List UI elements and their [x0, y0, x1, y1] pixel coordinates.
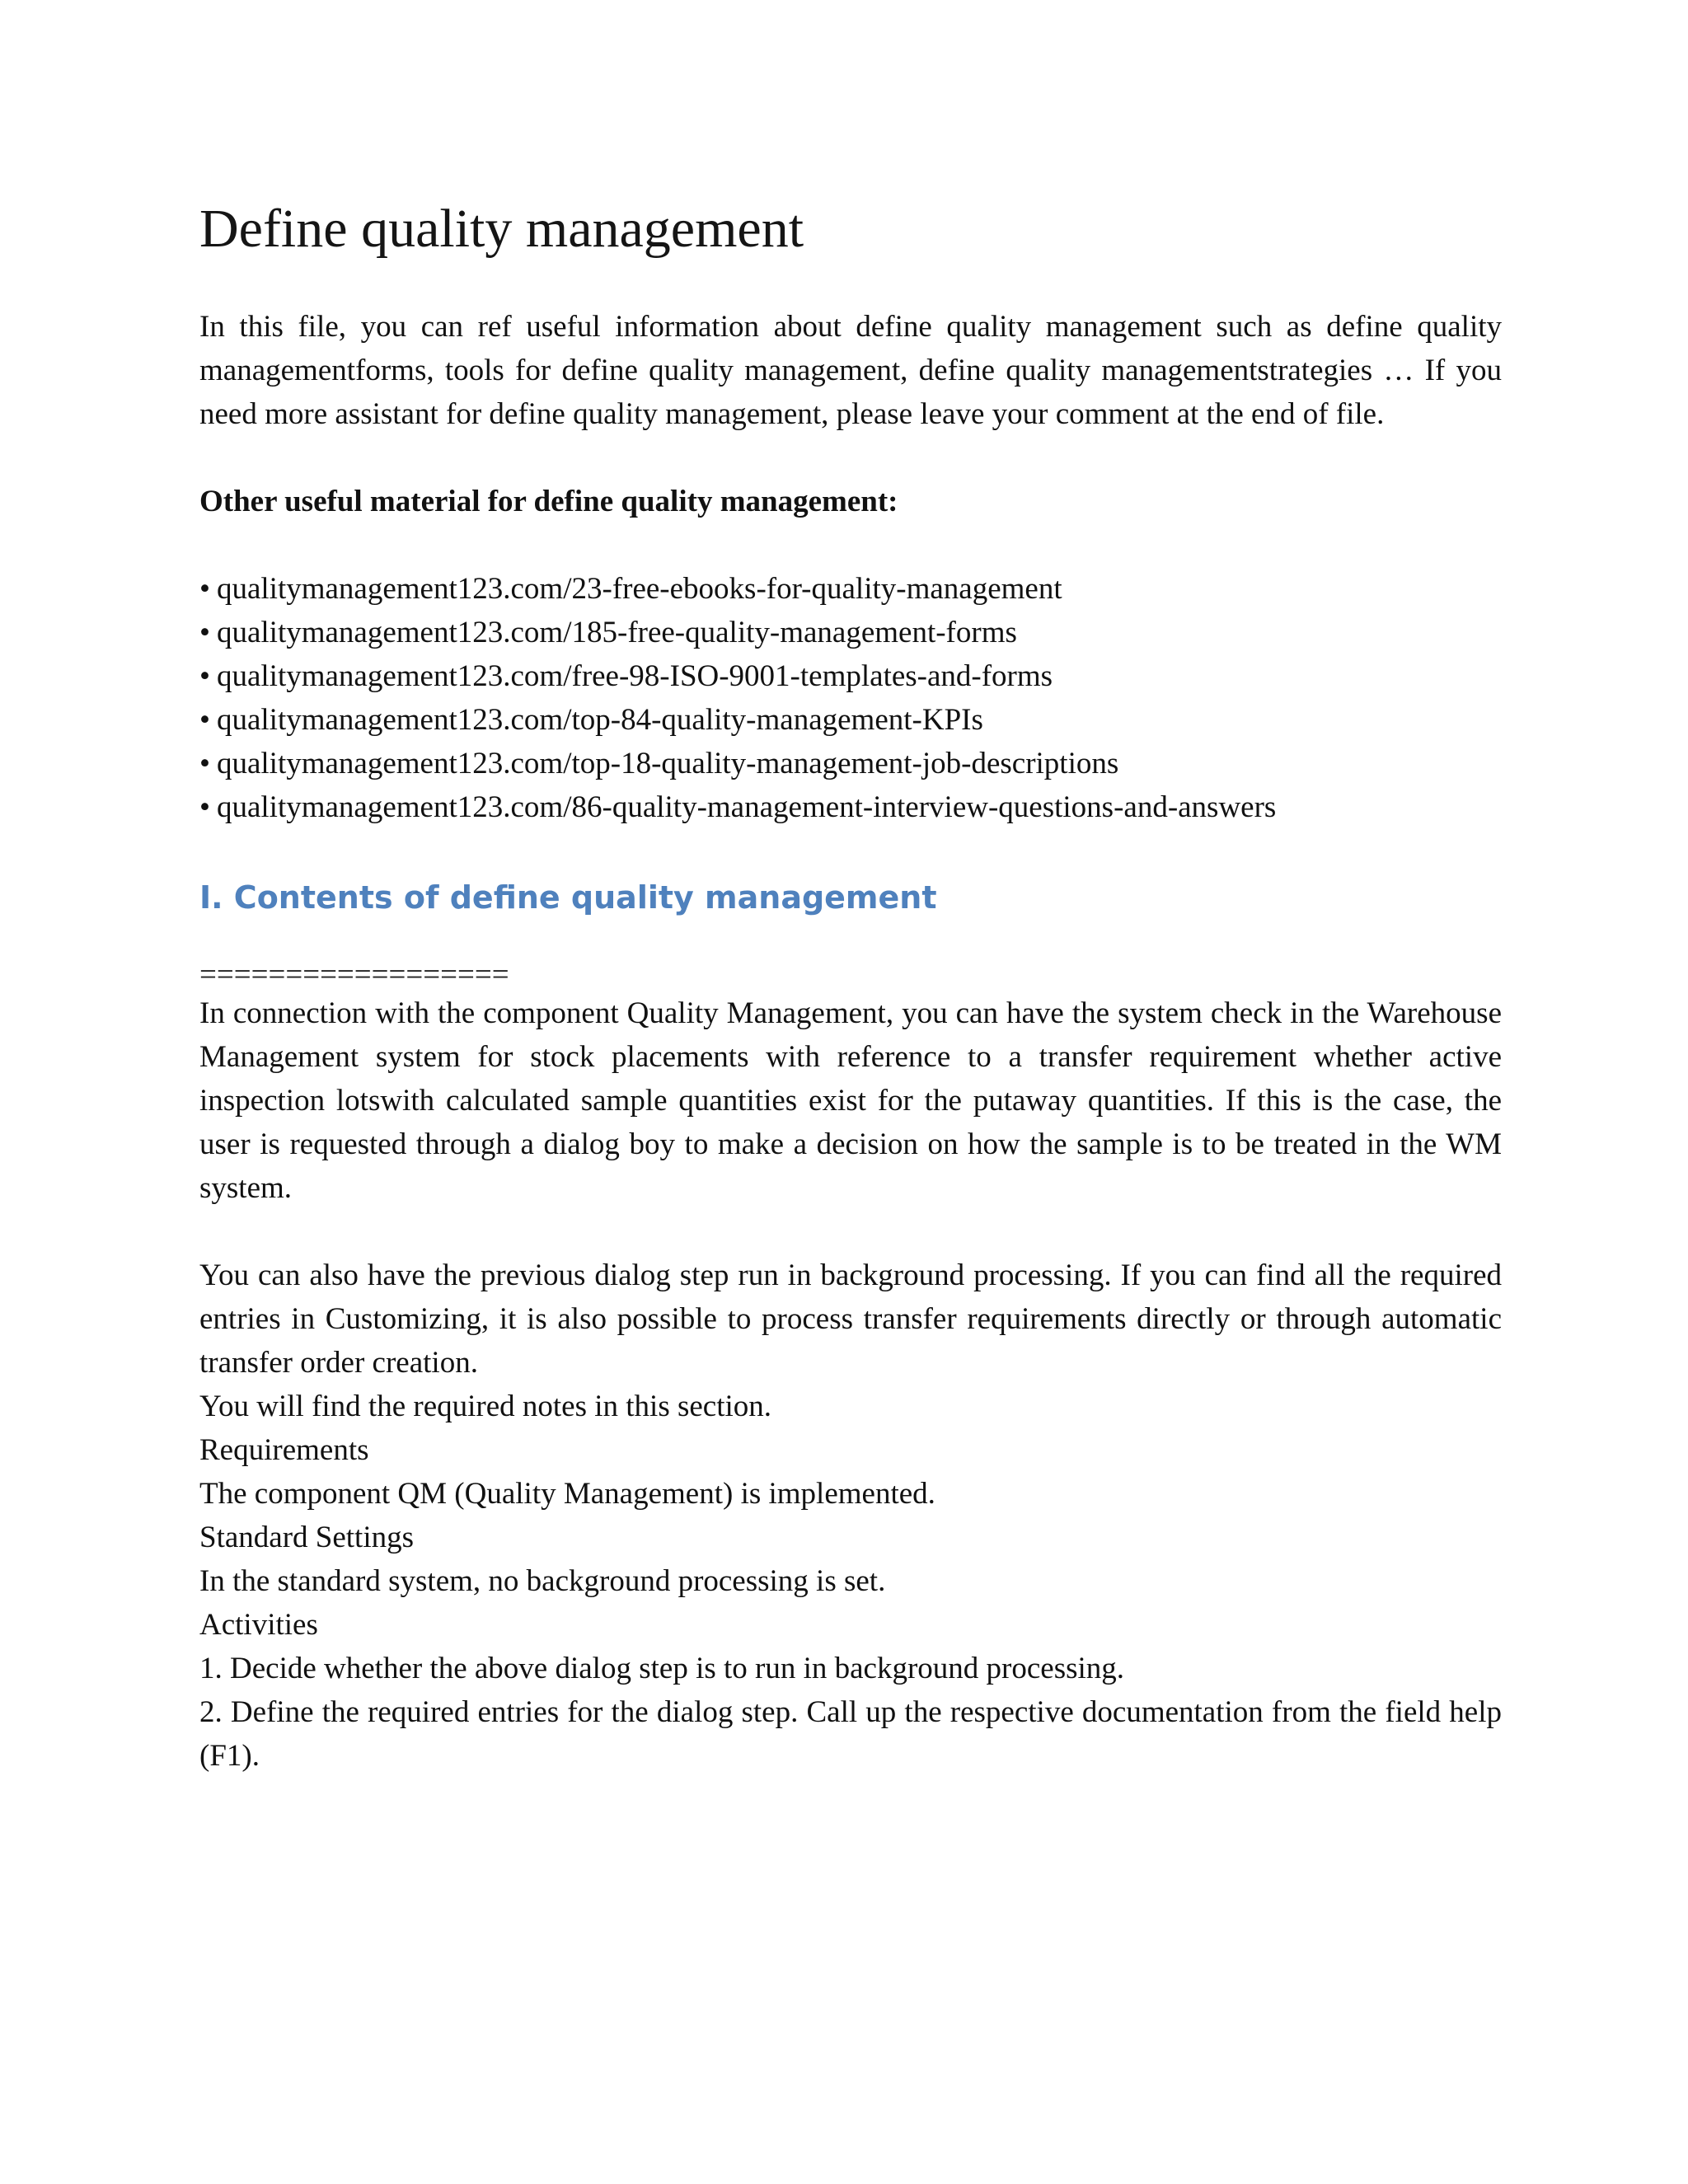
- list-item: [199, 654, 1502, 698]
- list-item: [199, 698, 1502, 742]
- requirements-text: The component QM (Quality Management) is implemented.: [199, 1477, 935, 1511]
- link-text[interactable]: qualitymanagement123.com/185-free-quality-management-forms: [216, 616, 1017, 649]
- list-item: [199, 742, 1502, 785]
- list-item: [199, 785, 1502, 829]
- bullet-icon: •: [199, 790, 210, 824]
- activity-item: 1. Decide whether the above dialog step is to run in background processing.: [199, 1652, 1125, 1685]
- activities-label: Activities: [199, 1608, 318, 1642]
- list-item: [199, 611, 1502, 654]
- bullet-icon: •: [199, 659, 210, 693]
- section-heading: I. Contents of define quality management: [199, 879, 937, 916]
- document-page: [199, 188, 1502, 1778]
- intro-paragraph: In this file, you can ref useful information about define quality management such as define quality managementforms, tools for define quality management, define quality managementstrategies … If you need more assistant for define quality management, please leave your comment at the end of file.: [199, 310, 1502, 431]
- page-title: Define quality management: [199, 199, 804, 259]
- requirements-label: Requirements: [199, 1433, 369, 1467]
- bullet-icon: •: [199, 572, 210, 606]
- paragraph-background: You can also have the previous dialog step run in background processing. If you can find all the required entries in Customizing, it is also possible to process transfer requirements directly or through automatic transfer order creation.: [199, 1258, 1502, 1380]
- material-heading: Other useful material for define quality management:: [199, 485, 898, 518]
- activity-item: 2. Define the required entries for the dialog step. Call up the respective documentation from the field help (F1).: [199, 1695, 1502, 1773]
- divider-line: ==================: [199, 958, 509, 991]
- paragraph-connection: In connection with the component Quality Management, you can have the system check in the Warehouse Management system for stock placements with reference to a transfer requirement whether active inspection lotswith calculated sample quantities exist for the putaway quantities. If this is the case, the user is requested through a dialog boy to make a decision on how the sample is to be treated in the WM system.: [199, 996, 1502, 1205]
- useful-links-list: [199, 567, 1502, 829]
- link-text[interactable]: qualitymanagement123.com/top-84-quality-management-KPIs: [216, 703, 983, 737]
- bullet-icon: •: [199, 616, 210, 649]
- bullet-icon: •: [199, 747, 210, 780]
- notes-line: You will find the required notes in this section.: [199, 1390, 772, 1423]
- bullet-icon: •: [199, 703, 210, 737]
- link-text[interactable]: qualitymanagement123.com/86-quality-management-interview-questions-and-answers: [216, 790, 1277, 824]
- link-text[interactable]: qualitymanagement123.com/free-98-ISO-9001-templates-and-forms: [216, 659, 1053, 693]
- link-text[interactable]: qualitymanagement123.com/top-18-quality-management-job-descriptions: [216, 747, 1119, 780]
- standard-settings-label: Standard Settings: [199, 1521, 415, 1554]
- list-item: [199, 567, 1502, 611]
- link-text[interactable]: qualitymanagement123.com/23-free-ebooks-for-quality-management: [216, 572, 1062, 606]
- standard-settings-text: In the standard system, no background processing is set.: [199, 1564, 886, 1598]
